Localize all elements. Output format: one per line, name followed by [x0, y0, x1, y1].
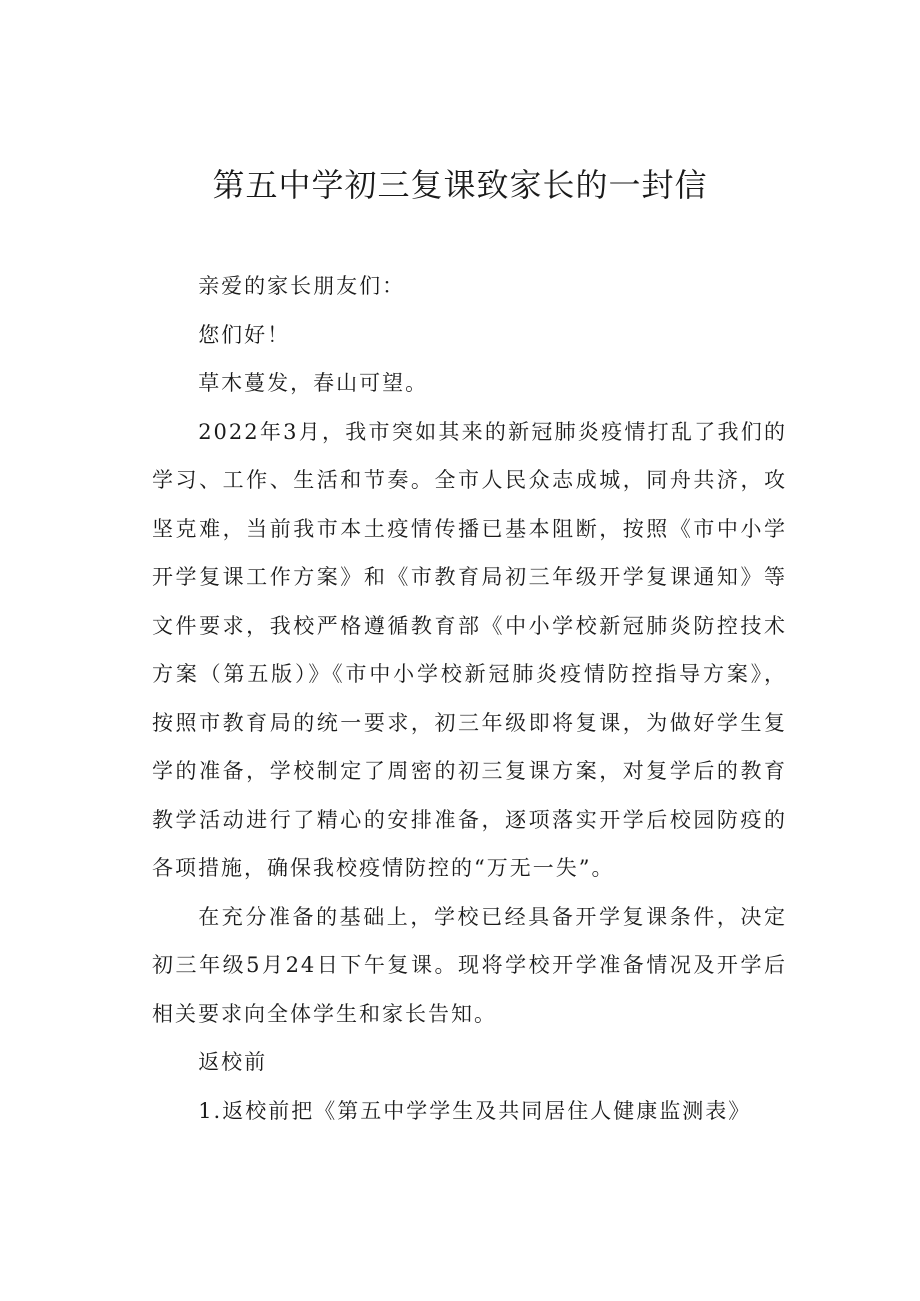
letter-body	[152, 262, 787, 1135]
list-item-1: 1.返校前把《第五中学学生及共同居住人健康监测表》	[198, 1098, 752, 1123]
section-heading-before-return: 返校前	[198, 1050, 268, 1074]
greeting: 您们好！	[198, 322, 291, 347]
document-title: 第五中学初三复课致家长的一封信	[212, 166, 708, 204]
salutation: 亲爱的家长朋友们：	[198, 274, 406, 298]
paragraph-announcement: 在充分准备的基础上，学校已经具备开学复课条件，决定初三年级5月24日下午复课。现将学校开学准备情况及开学后相关要求向全体学生和家长告知。	[152, 904, 787, 1026]
paragraph-background: 2022年3月，我市突如其来的新冠肺炎疫情打乱了我们的学习、工作、生活和节奏。全市人民众志成城，同舟共济，攻坚克难，当前我市本土疫情传播已基本阻断，按照《市中小学开学复课工作方案》和《市教育局初三年级开学复课通知》等文件要求，我校严格遵循教育部《中小学校新冠肺炎防控技术方案（第五版）》《市中小学校新冠肺炎疫情防控指导方案》，按照市教育局的统一要求，初三年级即将复课，为做好学生复学的准备，学校制定了周密的初三复课方案，对复学后的教育教学活动进行了精心的安排准备，逐项落实开学后校园防疫的各项措施，确保我校疫情防控的“万无一失”。	[152, 419, 787, 880]
opening-line: 草木蔓发，春山可望。	[198, 371, 429, 395]
